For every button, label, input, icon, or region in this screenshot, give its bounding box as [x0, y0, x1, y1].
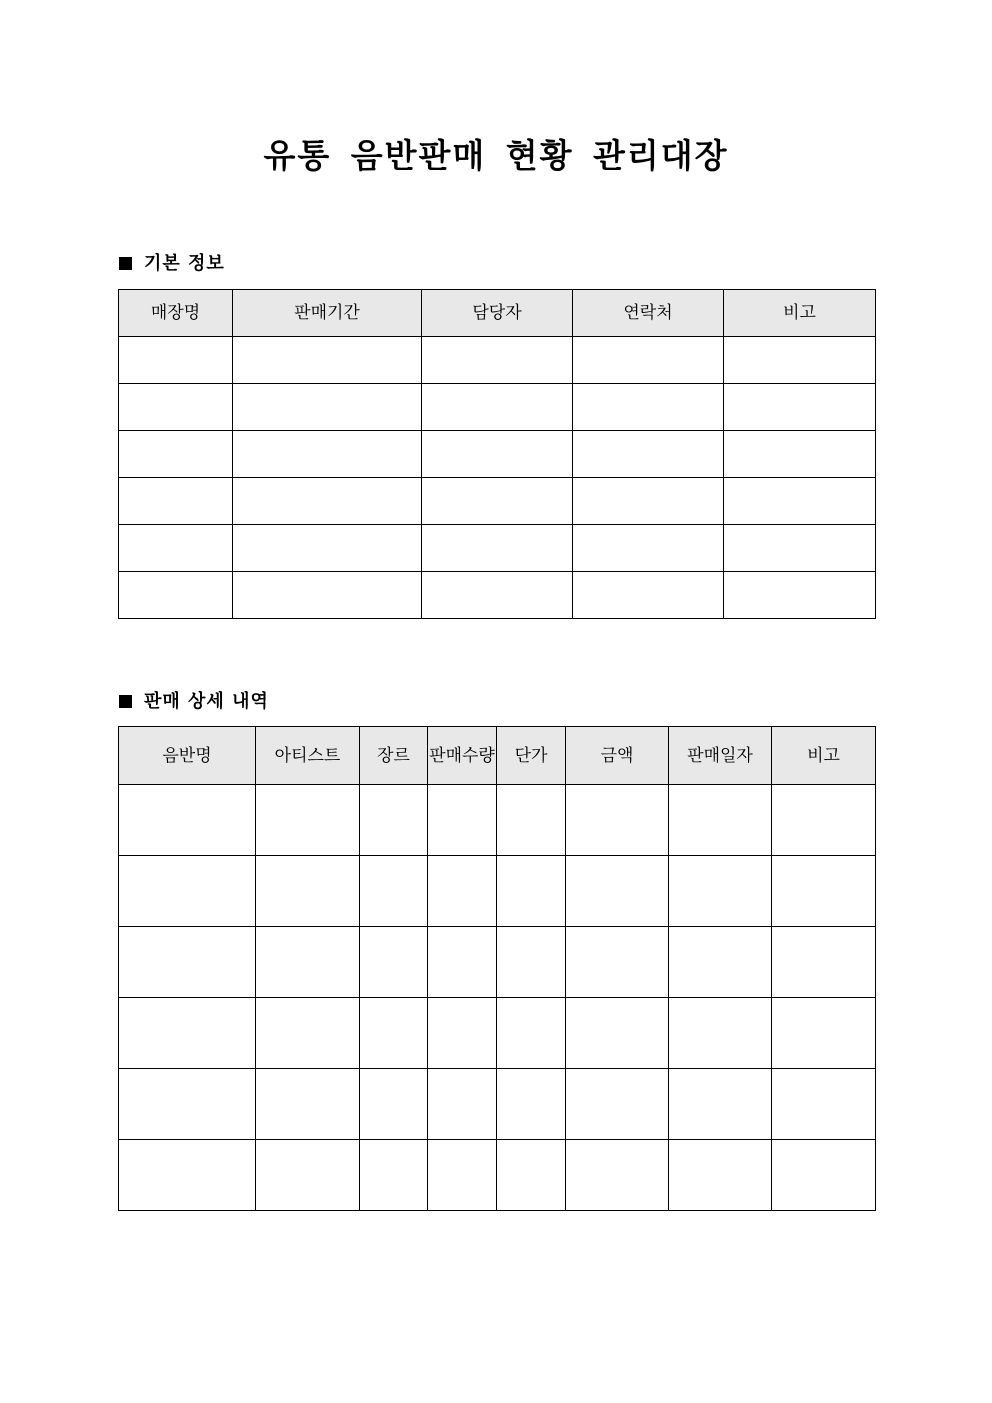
table-row [119, 431, 876, 478]
table-cell[interactable] [119, 525, 233, 572]
table-cell[interactable] [497, 785, 566, 856]
table-cell[interactable] [428, 1140, 497, 1211]
table-cell[interactable] [360, 927, 428, 998]
table-cell[interactable] [724, 478, 876, 525]
table-cell[interactable] [566, 927, 669, 998]
page-title: 유통 음반판매 현황 관리대장 [263, 136, 729, 175]
table-row [119, 785, 876, 856]
table-cell[interactable] [233, 525, 422, 572]
table-cell[interactable] [360, 785, 428, 856]
table-cell[interactable] [669, 1069, 772, 1140]
table-row [119, 1140, 876, 1211]
column-header: 금액 [566, 727, 669, 785]
table-row [119, 337, 876, 384]
table-cell[interactable] [566, 998, 669, 1069]
table-cell[interactable] [428, 785, 497, 856]
table-cell[interactable] [256, 1140, 360, 1211]
table-row [119, 384, 876, 431]
table-cell[interactable] [233, 478, 422, 525]
table-cell[interactable] [119, 998, 256, 1069]
table-header-row [119, 727, 876, 785]
table-cell[interactable] [497, 1140, 566, 1211]
table-row [119, 856, 876, 927]
table-cell[interactable] [256, 998, 360, 1069]
table-cell[interactable] [422, 384, 573, 431]
table-cell[interactable] [772, 785, 876, 856]
table-cell[interactable] [669, 927, 772, 998]
table-cell[interactable] [360, 1069, 428, 1140]
table-row [119, 998, 876, 1069]
table-cell[interactable] [724, 525, 876, 572]
table-row [119, 478, 876, 525]
table-cell[interactable] [256, 785, 360, 856]
table-cell[interactable] [724, 384, 876, 431]
column-header: 아티스트 [256, 727, 360, 785]
table-cell[interactable] [573, 337, 724, 384]
table-cell[interactable] [422, 572, 573, 619]
table-cell[interactable] [422, 337, 573, 384]
table-row [119, 525, 876, 572]
table-cell[interactable] [119, 384, 233, 431]
table-cell[interactable] [724, 337, 876, 384]
sales-detail-table [118, 726, 876, 1211]
table-row [119, 927, 876, 998]
table-cell[interactable] [256, 927, 360, 998]
column-header: 비고 [772, 727, 876, 785]
table-cell[interactable] [669, 998, 772, 1069]
table-cell[interactable] [360, 998, 428, 1069]
table-cell[interactable] [119, 431, 233, 478]
column-header: 연락처 [573, 290, 724, 337]
table-cell[interactable] [772, 1069, 876, 1140]
table-cell[interactable] [233, 572, 422, 619]
table-cell[interactable] [573, 431, 724, 478]
table-cell[interactable] [724, 572, 876, 619]
table-cell[interactable] [573, 478, 724, 525]
table-cell[interactable] [233, 337, 422, 384]
table-cell[interactable] [497, 856, 566, 927]
table-cell[interactable] [669, 1140, 772, 1211]
table-cell[interactable] [360, 856, 428, 927]
table-cell[interactable] [724, 431, 876, 478]
table-cell[interactable] [428, 856, 497, 927]
column-header: 장르 [360, 727, 428, 785]
column-header: 판매수량 [428, 727, 497, 785]
table-cell[interactable] [669, 785, 772, 856]
table-cell[interactable] [233, 384, 422, 431]
table-cell[interactable] [497, 998, 566, 1069]
table-cell[interactable] [119, 1069, 256, 1140]
table-cell[interactable] [566, 856, 669, 927]
column-header: 음반명 [119, 727, 256, 785]
table-cell[interactable] [772, 998, 876, 1069]
table-cell[interactable] [256, 856, 360, 927]
table-cell[interactable] [428, 927, 497, 998]
column-header: 단가 [497, 727, 566, 785]
column-header: 판매일자 [669, 727, 772, 785]
table-cell[interactable] [497, 1069, 566, 1140]
table-cell[interactable] [422, 478, 573, 525]
section-heading-sales-detail [119, 690, 269, 714]
table-row [119, 572, 876, 619]
table-cell[interactable] [772, 1140, 876, 1211]
section-heading-basic-info [119, 252, 225, 276]
table-cell[interactable] [119, 856, 256, 927]
table-cell[interactable] [119, 1140, 256, 1211]
table-cell[interactable] [772, 927, 876, 998]
section-heading-basic-info-label: 기본 정보 [144, 253, 225, 274]
column-header: 담당자 [422, 290, 573, 337]
table-cell[interactable] [233, 431, 422, 478]
table-cell[interactable] [119, 785, 256, 856]
table-cell[interactable] [360, 1140, 428, 1211]
basic-info-table [118, 289, 876, 619]
column-header: 매장명 [119, 290, 233, 337]
table-cell[interactable] [566, 1140, 669, 1211]
table-cell[interactable] [119, 572, 233, 619]
table-cell[interactable] [119, 337, 233, 384]
table-cell[interactable] [119, 927, 256, 998]
table-cell[interactable] [772, 856, 876, 927]
table-cell[interactable] [428, 1069, 497, 1140]
table-cell[interactable] [573, 572, 724, 619]
column-header: 비고 [724, 290, 876, 337]
table-cell[interactable] [497, 927, 566, 998]
square-bullet-icon [119, 695, 132, 708]
section-heading-sales-detail-label: 판매 상세 내역 [144, 691, 269, 712]
table-cell[interactable] [256, 1069, 360, 1140]
column-header: 판매기간 [233, 290, 422, 337]
table-cell[interactable] [669, 856, 772, 927]
table-header-row [119, 290, 876, 337]
table-cell[interactable] [119, 478, 233, 525]
table-cell[interactable] [566, 785, 669, 856]
table-cell[interactable] [573, 384, 724, 431]
table-cell[interactable] [573, 525, 724, 572]
table-cell[interactable] [422, 525, 573, 572]
table-cell[interactable] [566, 1069, 669, 1140]
table-row [119, 1069, 876, 1140]
table-cell[interactable] [422, 431, 573, 478]
square-bullet-icon [119, 257, 132, 270]
table-cell[interactable] [428, 998, 497, 1069]
